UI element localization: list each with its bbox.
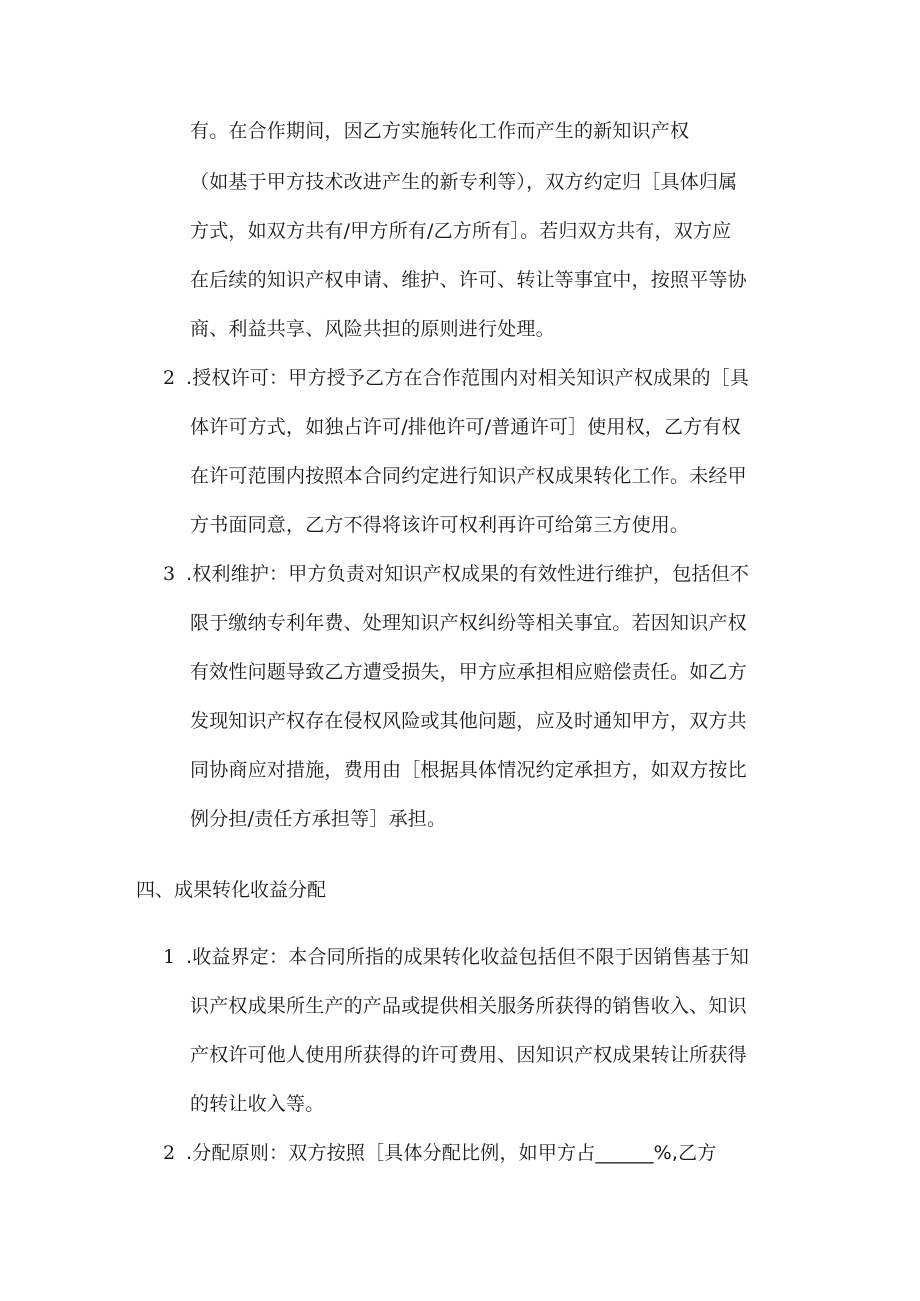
list-item-line: 限于缴纳专利年费、处理知识产权纠纷等相关事宜。若因知识产权	[190, 612, 747, 634]
list-item-line: 识产权成果所生产的产品或提供相关服务所获得的销售收入、知识	[190, 995, 747, 1017]
paragraph-line: 商、利益共享、风险共担的原则进行处理。	[190, 318, 555, 340]
list-item-line: .分配原则：双方按照［具体分配比例，如甲方占______%,乙方	[186, 1142, 717, 1164]
list-item-line: .收益界定：本合同所指的成果转化收益包括但不限于因销售基于知	[186, 946, 750, 968]
list-item-line: 体许可方式，如独占许可/排他许可/普通许可］使用权，乙方有权	[190, 416, 741, 438]
list-item-line: 方书面同意，乙方不得将该许可权利再许可给第三方使用。	[190, 514, 690, 536]
list-item-line: 产权许可他人使用所获得的许可费用、因知识产权成果转让所获得	[190, 1044, 747, 1066]
list-number: 2	[163, 367, 176, 389]
paragraph-line: 在后续的知识产权申请、维护、许可、转让等事宜中，按照平等协	[190, 269, 747, 291]
list-number: 3	[163, 563, 176, 585]
section-heading: 四、成果转化收益分配	[136, 879, 327, 901]
list-item-line: 同协商应对措施，费用由［根据具体情况约定承担方，如双方按比	[190, 759, 747, 781]
list-item-line: 的转让收入等。	[190, 1093, 325, 1115]
list-item-line: .授权许可：甲方授予乙方在合作范围内对相关知识产权成果的［具	[186, 367, 750, 389]
list-number: 2	[163, 1142, 176, 1164]
list-item-line: 有效性问题导致乙方遭受损失，甲方应承担相应赔偿责任。如乙方	[190, 661, 747, 683]
paragraph-line: 有。在合作期间，因乙方实施转化工作而产生的新知识产权	[190, 120, 690, 142]
paragraph-line: 方式，如双方共有/甲方所有/乙方所有］。若归双方共有，双方应	[190, 220, 732, 242]
list-number: 1	[163, 946, 176, 968]
list-item-line: 发现知识产权存在侵权风险或其他问题，应及时通知甲方，双方共	[190, 710, 747, 732]
list-item-line: .权利维护：甲方负责对知识产权成果的有效性进行维护，包括但不	[186, 563, 750, 585]
list-item-line: 例分担/责任方承担等］承担。	[190, 808, 447, 830]
list-item-line: 在许可范围内按照本合同约定进行知识产权成果转化工作。未经甲	[190, 465, 747, 487]
paragraph-line: （如基于甲方技术改进产生的新专利等），双方约定归［具体归属	[190, 171, 738, 193]
